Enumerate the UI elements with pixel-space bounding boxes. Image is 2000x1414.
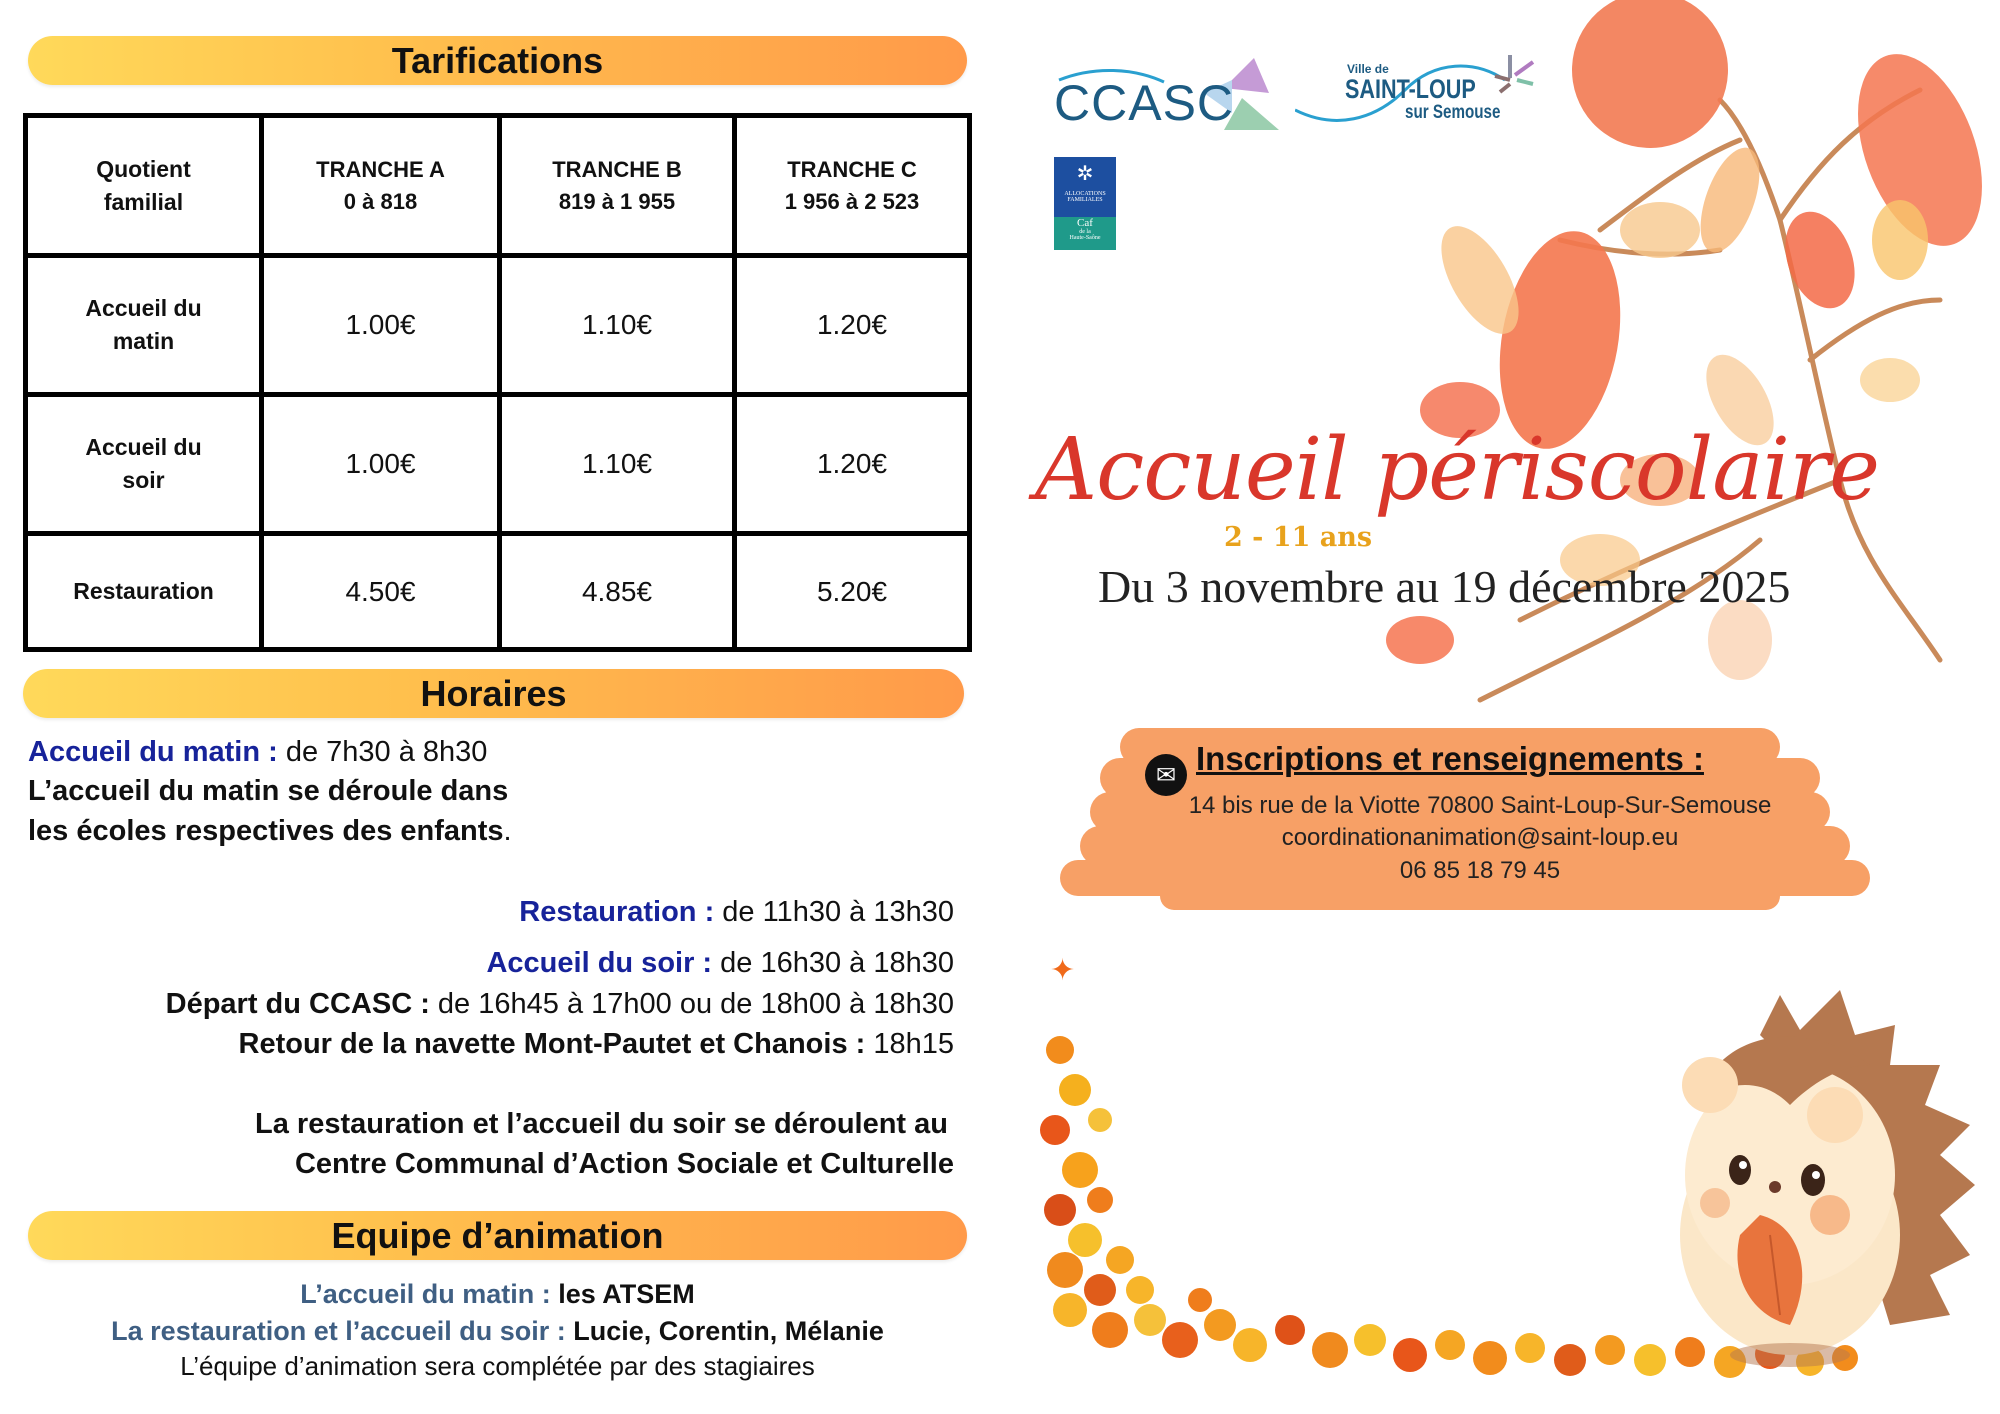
tranche-range: 1 956 à 2 523 xyxy=(784,188,920,214)
contact-email[interactable]: coordinationanimation@saint-loup.eu xyxy=(1281,824,1679,851)
table-header-cell xyxy=(26,116,262,256)
equipe-header xyxy=(28,1211,967,1260)
horaires-depart xyxy=(166,988,954,1021)
row-label xyxy=(26,256,262,395)
contact-address: 14 bis rue de la Viotte 70800 Saint-Loup-Sur-Semouse xyxy=(1188,792,1772,819)
horaires-matin-note-1: L’accueil du matin se déroule dans xyxy=(28,775,509,807)
row-label xyxy=(26,395,262,534)
tarifications-header xyxy=(28,36,967,85)
price-cell: 1.20€ xyxy=(735,256,970,395)
caf-bottom xyxy=(1054,217,1116,250)
horaires-lieu-2: Centre Communal d’Action Sociale et Culturelle xyxy=(294,1148,954,1180)
price-cell: 1.00€ xyxy=(262,256,500,395)
contact-title: Inscriptions et renseignements : xyxy=(1196,740,1704,777)
price-cell: 1.10€ xyxy=(500,395,735,534)
label: Restauration : xyxy=(519,896,715,928)
ville-de: Ville de xyxy=(1347,62,1389,76)
equipe-soir xyxy=(28,1316,967,1347)
row-label-line: Accueil du xyxy=(85,434,202,460)
row-label-line: Accueil du xyxy=(85,295,202,321)
equipe-matin xyxy=(28,1279,967,1310)
caf-text: FAMILIALES xyxy=(1067,197,1103,203)
envelope-icon: ✉ xyxy=(1145,754,1187,796)
table-row xyxy=(26,534,970,650)
value: 18h15 xyxy=(865,1028,954,1060)
saint-loup-logo xyxy=(1295,50,1535,130)
equipe-note: L’équipe d’animation sera complétée par des stagiaires xyxy=(180,1351,815,1381)
label: Retour de la navette Mont-Pautet et Chanois : xyxy=(238,1028,866,1060)
horaires-title: Horaires xyxy=(420,672,567,714)
note-text: les écoles respectives des enfants xyxy=(28,815,504,847)
hedgehog-illustration xyxy=(1640,975,1980,1375)
price-cell: 1.00€ xyxy=(262,395,500,534)
value: de 7h30 à 8h30 xyxy=(277,736,488,768)
horaires-retour xyxy=(239,1028,955,1061)
horaires-header xyxy=(23,669,964,718)
family-icon: ✲ xyxy=(1076,163,1094,185)
hero-ages: 2 - 11 ans xyxy=(1224,522,1373,553)
tranche-range: 0 à 818 xyxy=(343,188,418,214)
caf-logo xyxy=(1054,157,1116,250)
quotient-label-2: familial xyxy=(103,188,184,215)
label: Départ du CCASC : xyxy=(165,988,430,1020)
sur-semouse-text: sur Semouse xyxy=(1405,102,1501,123)
saint-loup-text: SAINT-LOUP xyxy=(1345,74,1476,104)
caf-name: Caf xyxy=(1077,217,1093,229)
ccasc-text: CCASC xyxy=(1054,75,1235,131)
table-header-cell xyxy=(735,116,970,256)
table-header-cell xyxy=(500,116,735,256)
row-label xyxy=(26,534,262,650)
horaires-restauration xyxy=(519,896,954,929)
table-header-row xyxy=(26,116,970,256)
hero-title: Accueil périscolaire xyxy=(1035,420,1879,520)
caf-top xyxy=(1054,157,1116,217)
row-label-line: soir xyxy=(122,467,165,493)
row-label-line: matin xyxy=(112,328,175,354)
quotient-label: Quotient xyxy=(96,155,191,182)
tranche-name: TRANCHE C xyxy=(787,156,917,182)
horaires-matin xyxy=(28,736,487,769)
tranche-range: 819 à 1 955 xyxy=(558,188,676,214)
price-cell: 4.50€ xyxy=(262,534,500,650)
horaires-lieu-1: La restauration et l’accueil du soir se déroulent au xyxy=(255,1108,948,1140)
note-end: . xyxy=(503,815,512,847)
label: La restauration et l’accueil du soir : xyxy=(111,1316,566,1346)
price-cell: 5.20€ xyxy=(735,534,970,650)
value: Lucie, Corentin, Mélanie xyxy=(565,1316,884,1346)
table-row xyxy=(26,256,970,395)
contact-phone[interactable]: 06 85 18 79 45 xyxy=(1399,857,1561,884)
row-label-line: Restauration xyxy=(73,578,214,604)
value: les ATSEM xyxy=(550,1279,695,1309)
svg-text:✦: ✦ xyxy=(1050,954,1076,987)
ccasc-logo xyxy=(1054,58,1289,130)
horaires-soir xyxy=(486,947,954,980)
table-row xyxy=(26,395,970,534)
value: de 16h45 à 17h00 ou de 18h00 à 18h30 xyxy=(429,988,954,1020)
label: L’accueil du matin : xyxy=(300,1279,551,1309)
hero-dates: Du 3 novembre au 19 décembre 2025 xyxy=(1098,561,1791,612)
tranche-name: TRANCHE A xyxy=(316,156,445,182)
table-header-cell xyxy=(262,116,500,256)
price-cell: 1.10€ xyxy=(500,256,735,395)
value: de 11h30 à 13h30 xyxy=(714,896,954,928)
caf-text: de la xyxy=(1079,229,1091,235)
label: Accueil du soir : xyxy=(486,947,713,979)
value: de 16h30 à 18h30 xyxy=(712,947,954,979)
price-cell: 4.85€ xyxy=(500,534,735,650)
caf-text: Haute-Saône xyxy=(1069,235,1101,241)
tranche-name: TRANCHE B xyxy=(552,156,682,182)
horaires-matin-note-2 xyxy=(28,815,512,848)
caf-text: ALLOCATIONS xyxy=(1064,191,1106,197)
tarifications-title: Tarifications xyxy=(391,39,604,81)
tarifs-table xyxy=(23,113,972,652)
label: Accueil du matin : xyxy=(28,736,278,768)
equipe-title: Equipe d’animation xyxy=(331,1214,664,1256)
price-cell: 1.20€ xyxy=(735,395,970,534)
